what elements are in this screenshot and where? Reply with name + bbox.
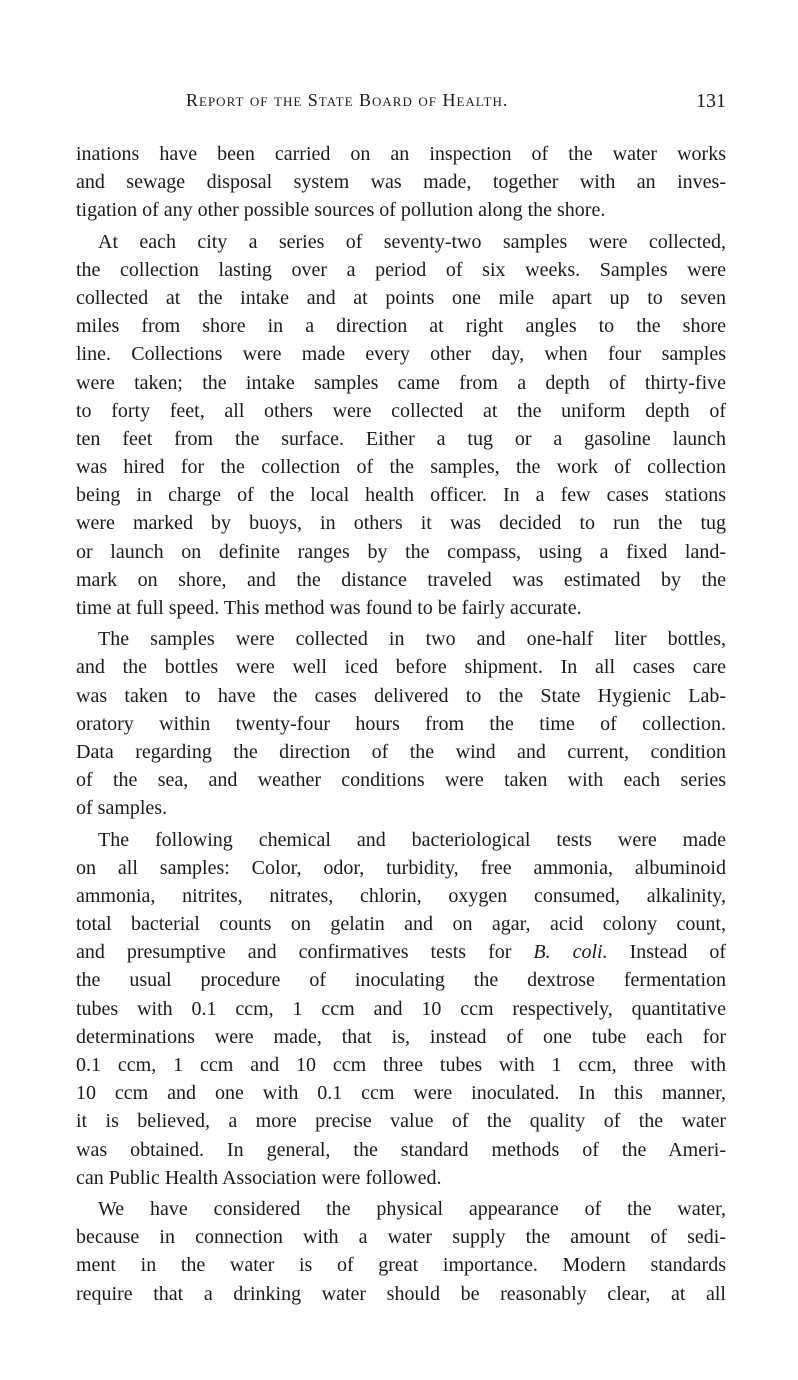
text-line: 10 ccm and one with 0.1 ccm were inoculated. In this manner, [76,1082,726,1105]
text-line: ammonia, nitrites, nitrates, chlorin, oxygen consumed, alkalinity, [76,884,726,907]
text-line: determinations were made, that is, instead of one tube each for [76,1025,726,1048]
text-line: ment in the water is of great importance. Modern standards [76,1254,726,1277]
text-line: mark on shore, and the distance traveled was estimated by the [76,568,726,591]
text-line: can Public Health Association were followed. [76,1166,442,1189]
text-line: tubes with 0.1 ccm, 1 ccm and 10 ccm respectively, quantitative [76,997,726,1020]
paragraph-1 [76,140,726,225]
text-line: tigation of any other possible sources of pollution along the shore. [76,199,606,222]
text-line: and presumptive and confirmatives tests for B. coli. Instead of [76,941,726,964]
text-line: was taken to have the cases delivered to the State Hygienic Lab- [76,684,726,707]
text-line: The following chemical and bacteriological tests were made [98,828,726,851]
text-line: Data regarding the direction of the wind and current, condition [76,740,726,763]
page-header [76,90,726,120]
text-line: being in charge of the local health officer. In a few cases stations [76,484,726,507]
text-line: on all samples: Color, odor, turbidity, free ammonia, albuminoid [76,856,726,879]
text-line: of samples. [76,797,168,820]
text-line: was hired for the collection of the samples, the work of collection [76,456,726,479]
text-line: total bacterial counts on gelatin and on agar, acid colony count, [76,913,726,936]
paragraph-2 [76,228,726,623]
text-line: time at full speed. This method was found to be fairly accurate. [76,597,582,619]
text-line: require that a drinking water should be reasonably clear, at all [76,1282,726,1305]
paragraph-4 [76,826,726,1192]
text-line: collected at the intake and at points one mile apart up to seven [76,286,726,309]
page-number: 131 [696,90,726,112]
text-line: were taken; the intake samples came from a depth of thirty-five [76,371,726,394]
text-line: were marked by buoys, in others it was decided to run the tug [76,512,726,535]
text-line: ten feet from the surface. Either a tug or a gasoline launch [76,427,726,450]
running-head: Report of the State Board of Health. [186,90,509,110]
text-line: of the sea, and weather conditions were taken with each series [76,769,726,792]
text-line: the collection lasting over a period of six weeks. Samples were [76,258,726,281]
text-line: inations have been carried on an inspection of the water works [76,143,726,165]
species-name: B. coli. [533,941,608,964]
text-line: line. Collections were made every other day, when four samples [76,343,726,366]
text-line: and sewage disposal system was made, together with an inves- [76,171,726,194]
text-line: miles from shore in a direction at right angles to the shore [76,315,726,338]
text-line: the usual procedure of inoculating the dextrose fermentation [76,969,726,992]
text-line: 0.1 ccm, 1 ccm and 10 ccm three tubes with 1 ccm, three with [76,1054,726,1076]
text-line: it is believed, a more precise value of the quality of the water [76,1110,726,1133]
text-line: to forty feet, all others were collected at the uniform depth of [76,399,726,422]
text-line: At each city a series of seventy-two samples were collected, [98,230,726,253]
text-line: because in connection with a water supply the amount of sedi- [76,1226,726,1249]
body-text [76,140,726,1311]
paragraph-5 [76,1195,726,1308]
text-line: oratory within twenty-four hours from the time of collection. [76,712,726,735]
text-line: was obtained. In general, the standard methods of the Ameri- [76,1138,726,1161]
paragraph-3 [76,625,726,822]
text-line: We have considered the physical appearance of the water, [98,1197,726,1220]
text-line: or launch on definite ranges by the compass, using a fixed land- [76,540,726,563]
text-line: The samples were collected in two and one-half liter bottles, [98,628,726,651]
text-line: and the bottles were well iced before shipment. In all cases care [76,656,726,679]
